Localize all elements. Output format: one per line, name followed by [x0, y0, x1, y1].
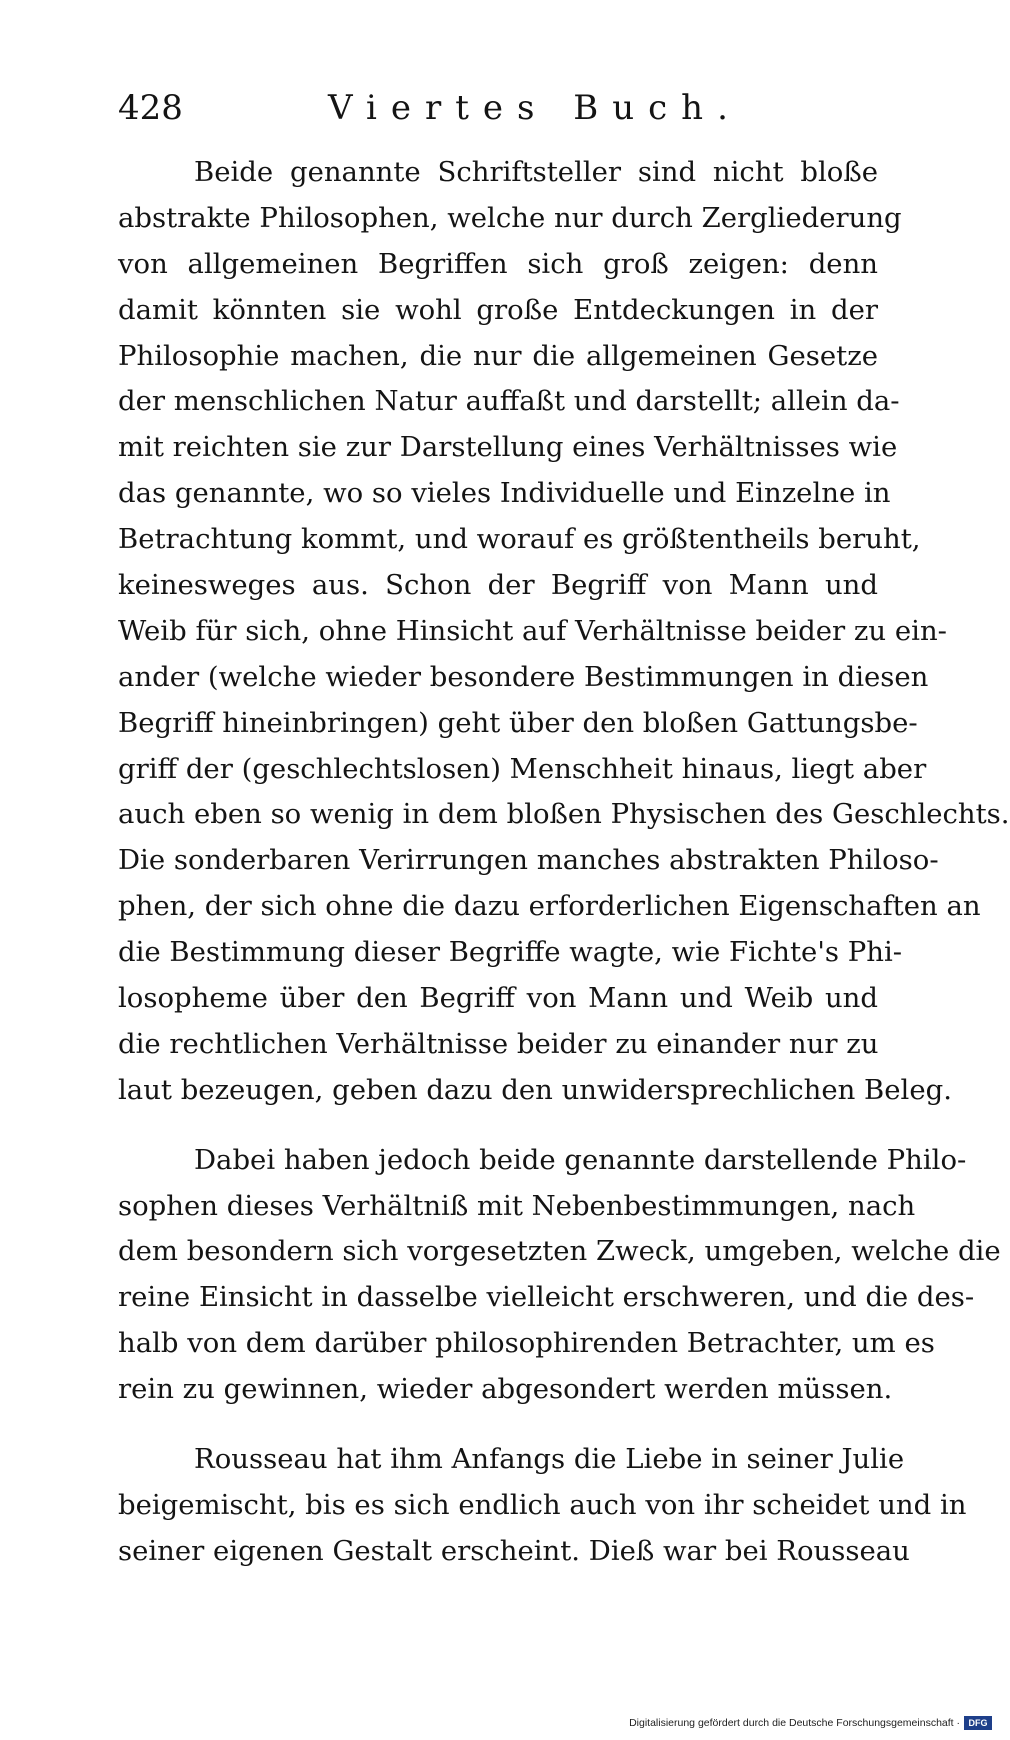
- paragraph: [118, 1437, 967, 1575]
- text-line: die Bestimmung dieser Begriffe wagte, wie Fichte's Phi-: [118, 936, 903, 969]
- footer-credit: [629, 1714, 992, 1732]
- text-line: Die sonderbaren Verirrungen manches abstrakten Philoso-: [118, 844, 939, 877]
- text-line: keinesweges aus. Schon der Begriff von Mann und: [118, 569, 878, 602]
- text-line: Rousseau hat ihm Anfangs die Liebe in seiner Julie: [194, 1443, 905, 1476]
- text-line: reine Einsicht in dasselbe vielleicht erschweren, und die des-: [118, 1281, 975, 1314]
- page-number: 428: [118, 88, 183, 128]
- body-text: [118, 150, 1010, 1575]
- text-line: laut bezeugen, geben dazu den unwidersprechlichen Beleg.: [118, 1073, 952, 1106]
- paragraph: [118, 1138, 1001, 1413]
- text-line: phen, der sich ohne die dazu erforderlichen Eigenschaften an: [118, 890, 981, 923]
- text-line: losopheme über den Begriff von Mann und Weib und: [118, 982, 878, 1015]
- credit-text: Digitalisierung gefördert durch die Deutsche Forschungsgemeinschaft ·: [629, 1717, 960, 1729]
- text-line: Beide genannte Schriftsteller sind nicht bloße: [194, 156, 878, 188]
- text-line: Philosophie machen, die nur die allgemeinen Gesetze: [118, 339, 878, 372]
- text-line: von allgemeinen Begriffen sich groß zeigen: denn: [118, 247, 878, 280]
- text-line: beigemischt, bis es sich endlich auch von ihr scheidet und in: [118, 1488, 967, 1521]
- text-line: damit könnten sie wohl große Entdeckungen in der: [118, 293, 878, 326]
- running-title: Viertes Buch.: [328, 88, 742, 128]
- dfg-logo-icon: DFG: [964, 1716, 992, 1730]
- text-line: sophen dieses Verhältniß mit Nebenbestimmungen, nach: [118, 1189, 916, 1222]
- text-line: seiner eigenen Gestalt erscheint. Dieß war bei Rousseau: [118, 1534, 910, 1567]
- text-line: halb von dem darüber philosophirenden Betrachter, um es: [118, 1327, 935, 1360]
- text-line: Weib für sich, ohne Hinsicht auf Verhältnisse beider zu ein-: [118, 614, 947, 647]
- paragraph: [118, 150, 1010, 1114]
- text-line: Betrachtung kommt, und worauf es größtentheils beruht,: [118, 523, 921, 556]
- text-line: die rechtlichen Verhältnisse beider zu einander nur zu: [118, 1027, 879, 1060]
- text-line: ander (welche wieder besondere Bestimmungen in diesen: [118, 660, 929, 693]
- text-line: auch eben so wenig in dem bloßen Physischen des Geschlechts.: [118, 798, 1010, 831]
- page-header: [118, 88, 878, 134]
- text-line: das genannte, wo so vieles Individuelle und Einzelne in: [118, 477, 891, 510]
- text-line: der menschlichen Natur auffaßt und darstellt; allein da-: [118, 385, 900, 418]
- text-line: rein zu gewinnen, wieder abgesondert werden müssen.: [118, 1373, 893, 1406]
- text-line: griff der (geschlechtslosen) Menschheit hinaus, liegt aber: [118, 752, 927, 785]
- text-line: mit reichten sie zur Darstellung eines Verhältnisses wie: [118, 431, 898, 464]
- text-line: dem besondern sich vorgesetzten Zweck, umgeben, welche die: [118, 1235, 1001, 1268]
- text-line: Begriff hineinbringen) geht über den bloßen Gattungsbe-: [118, 706, 918, 739]
- text-line: abstrakte Philosophen, welche nur durch Zergliederung: [118, 201, 902, 234]
- text-line: Dabei haben jedoch beide genannte darstellende Philo-: [194, 1143, 967, 1176]
